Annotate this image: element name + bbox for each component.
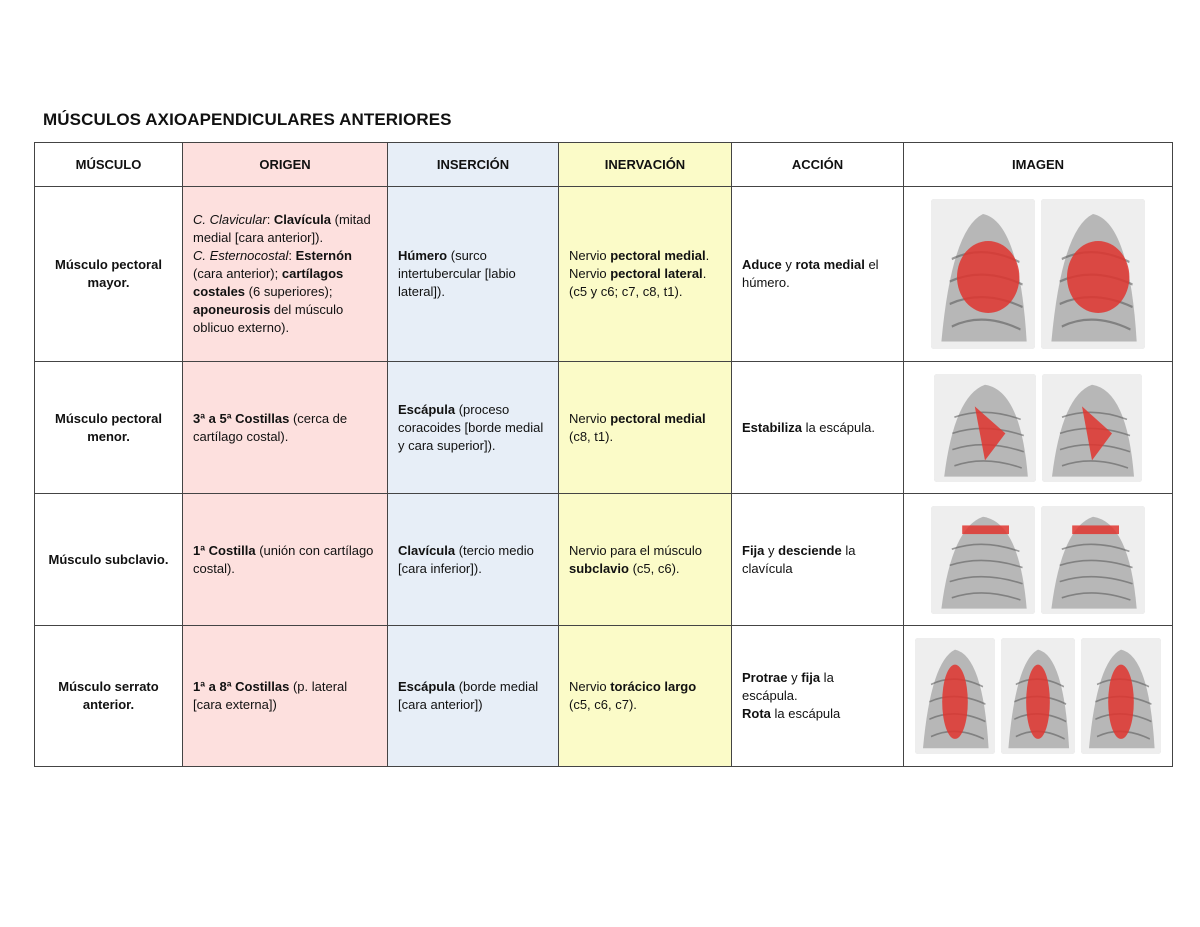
text-run: (p. lateral [cara externa]) — [193, 679, 348, 712]
text-run: Fija — [742, 542, 765, 558]
text-run: torácico largo — [610, 679, 697, 694]
header-inervacion: INERVACIÓN — [559, 143, 732, 187]
cell-accion — [732, 362, 904, 494]
text-run: y — [787, 670, 802, 685]
text-run: . — [705, 248, 710, 263]
text-run: (cara anterior); — [193, 266, 282, 281]
subclavius-illustration — [1041, 506, 1145, 614]
cell-insercion — [388, 362, 559, 494]
table-row — [35, 187, 1173, 362]
text-run: pectoral medial — [610, 410, 706, 426]
serratus-anterior-illustration — [1001, 638, 1075, 754]
subclavius-illustration — [931, 506, 1035, 614]
text-run: Protrae — [742, 670, 788, 685]
text-run: (c5, c6). — [628, 560, 680, 576]
cell-insercion — [388, 494, 559, 626]
muscles-table — [34, 142, 1173, 767]
table-body — [35, 187, 1173, 767]
cell-accion — [732, 626, 904, 767]
text-run: (tercio medio [cara inferior]). — [398, 542, 534, 576]
cell-inervacion — [559, 187, 732, 362]
table-row — [35, 626, 1173, 767]
text-run: (6 superiores); — [245, 284, 333, 299]
text-run: Húmero — [398, 248, 448, 263]
table-row — [35, 494, 1173, 626]
cell-inervacion — [559, 626, 732, 767]
text-run: desciende — [778, 542, 842, 558]
pectoralis-major-illustration — [931, 199, 1035, 349]
text-run: y — [781, 257, 796, 272]
text-run: pectoral medial — [610, 248, 706, 263]
cell-inervacion — [559, 362, 732, 494]
text-run: la escápula — [770, 706, 841, 721]
cell-musculo: Músculo pectoral menor. — [35, 362, 183, 494]
text-run: C. Esternocostal — [193, 248, 289, 263]
text-run: C. Clavicular — [193, 212, 267, 227]
text-run: Clavícula — [273, 212, 332, 227]
text-run: rota medial — [795, 257, 865, 272]
header-accion: ACCIÓN — [732, 143, 904, 187]
text-run: (c5 y c6; c7, c8, t1). — [569, 284, 683, 299]
text-run: subclavio — [569, 560, 629, 576]
text-run: cartílagos costales — [193, 266, 344, 299]
cell-origen — [183, 626, 388, 767]
table-header-row — [35, 143, 1173, 187]
text-run: Escápula — [398, 679, 456, 694]
text-run: la escápula. — [801, 419, 875, 435]
header-insercion: INSERCIÓN — [388, 143, 559, 187]
cell-imagen — [904, 494, 1173, 626]
page-title: MÚSCULOS AXIOAPENDICULARES ANTERIORES — [43, 110, 452, 129]
pectoralis-major-illustration — [1041, 199, 1145, 349]
text-run: 1ª a 8ª Costillas — [193, 679, 290, 694]
text-run: y — [764, 542, 779, 558]
text-run: Nervio — [569, 248, 611, 263]
cell-imagen — [904, 187, 1173, 362]
serratus-anterior-illustration — [915, 638, 995, 754]
serratus-anterior-illustration — [1081, 638, 1161, 754]
text-run: (c5, c6, c7). — [569, 697, 637, 712]
text-run: Estabiliza — [742, 419, 802, 435]
table-row — [35, 362, 1173, 494]
text-run: Nervio para el músculo — [569, 542, 702, 558]
text-run: Nervio — [569, 679, 611, 694]
cell-accion — [732, 494, 904, 626]
text-run: aponeurosis — [193, 302, 271, 317]
text-run: (cerca de cartílago costal). — [193, 410, 348, 444]
header-imagen: IMAGEN — [904, 143, 1173, 187]
text-run: : — [288, 248, 296, 263]
text-run: Aduce — [742, 257, 782, 272]
text-run: (c8, t1). — [569, 428, 614, 444]
text-run: Escápula — [398, 401, 456, 417]
text-run: (borde medial [cara anterior]) — [398, 679, 539, 712]
text-run: Clavícula — [398, 542, 456, 558]
text-run: el húmero. — [742, 257, 879, 290]
header-musculo: MÚSCULO — [35, 143, 183, 187]
text-run: (mitad medial [cara anterior]). — [193, 212, 371, 245]
cell-accion — [732, 187, 904, 362]
text-run: la clavícula — [742, 542, 856, 576]
pectoralis-minor-illustration — [934, 374, 1036, 482]
text-run: pectoral lateral — [610, 266, 703, 281]
cell-origen — [183, 362, 388, 494]
text-run: Nervio — [569, 410, 611, 426]
text-run: 3ª a 5ª Costillas — [193, 410, 290, 426]
cell-musculo: Músculo pectoral mayor. — [35, 187, 183, 362]
cell-inervacion — [559, 494, 732, 626]
text-run: . — [702, 266, 707, 281]
cell-musculo: Músculo serrato anterior. — [35, 626, 183, 767]
cell-musculo: Músculo subclavio. — [35, 494, 183, 626]
cell-imagen — [904, 362, 1173, 494]
text-run: Rota — [742, 706, 771, 721]
text-run: fija — [801, 670, 821, 685]
cell-insercion — [388, 187, 559, 362]
text-run: la escápula. — [742, 670, 834, 703]
text-run: (surco intertubercular [labio lateral]). — [398, 248, 516, 299]
text-run: 1ª Costilla — [193, 542, 256, 558]
text-run: del músculo oblicuo externo). — [193, 302, 344, 335]
text-run: : — [266, 212, 274, 227]
cell-insercion — [388, 626, 559, 767]
text-run: (proceso coracoides [borde medial y cara superior]). — [398, 401, 544, 453]
cell-imagen — [904, 626, 1173, 767]
text-run: (unión con cartílago costal). — [193, 542, 374, 576]
pectoralis-minor-illustration — [1042, 374, 1142, 482]
header-origen: ORIGEN — [183, 143, 388, 187]
text-run: Esternón — [295, 248, 352, 263]
text-run: Nervio — [569, 266, 611, 281]
cell-origen — [183, 494, 388, 626]
cell-origen — [183, 187, 388, 362]
